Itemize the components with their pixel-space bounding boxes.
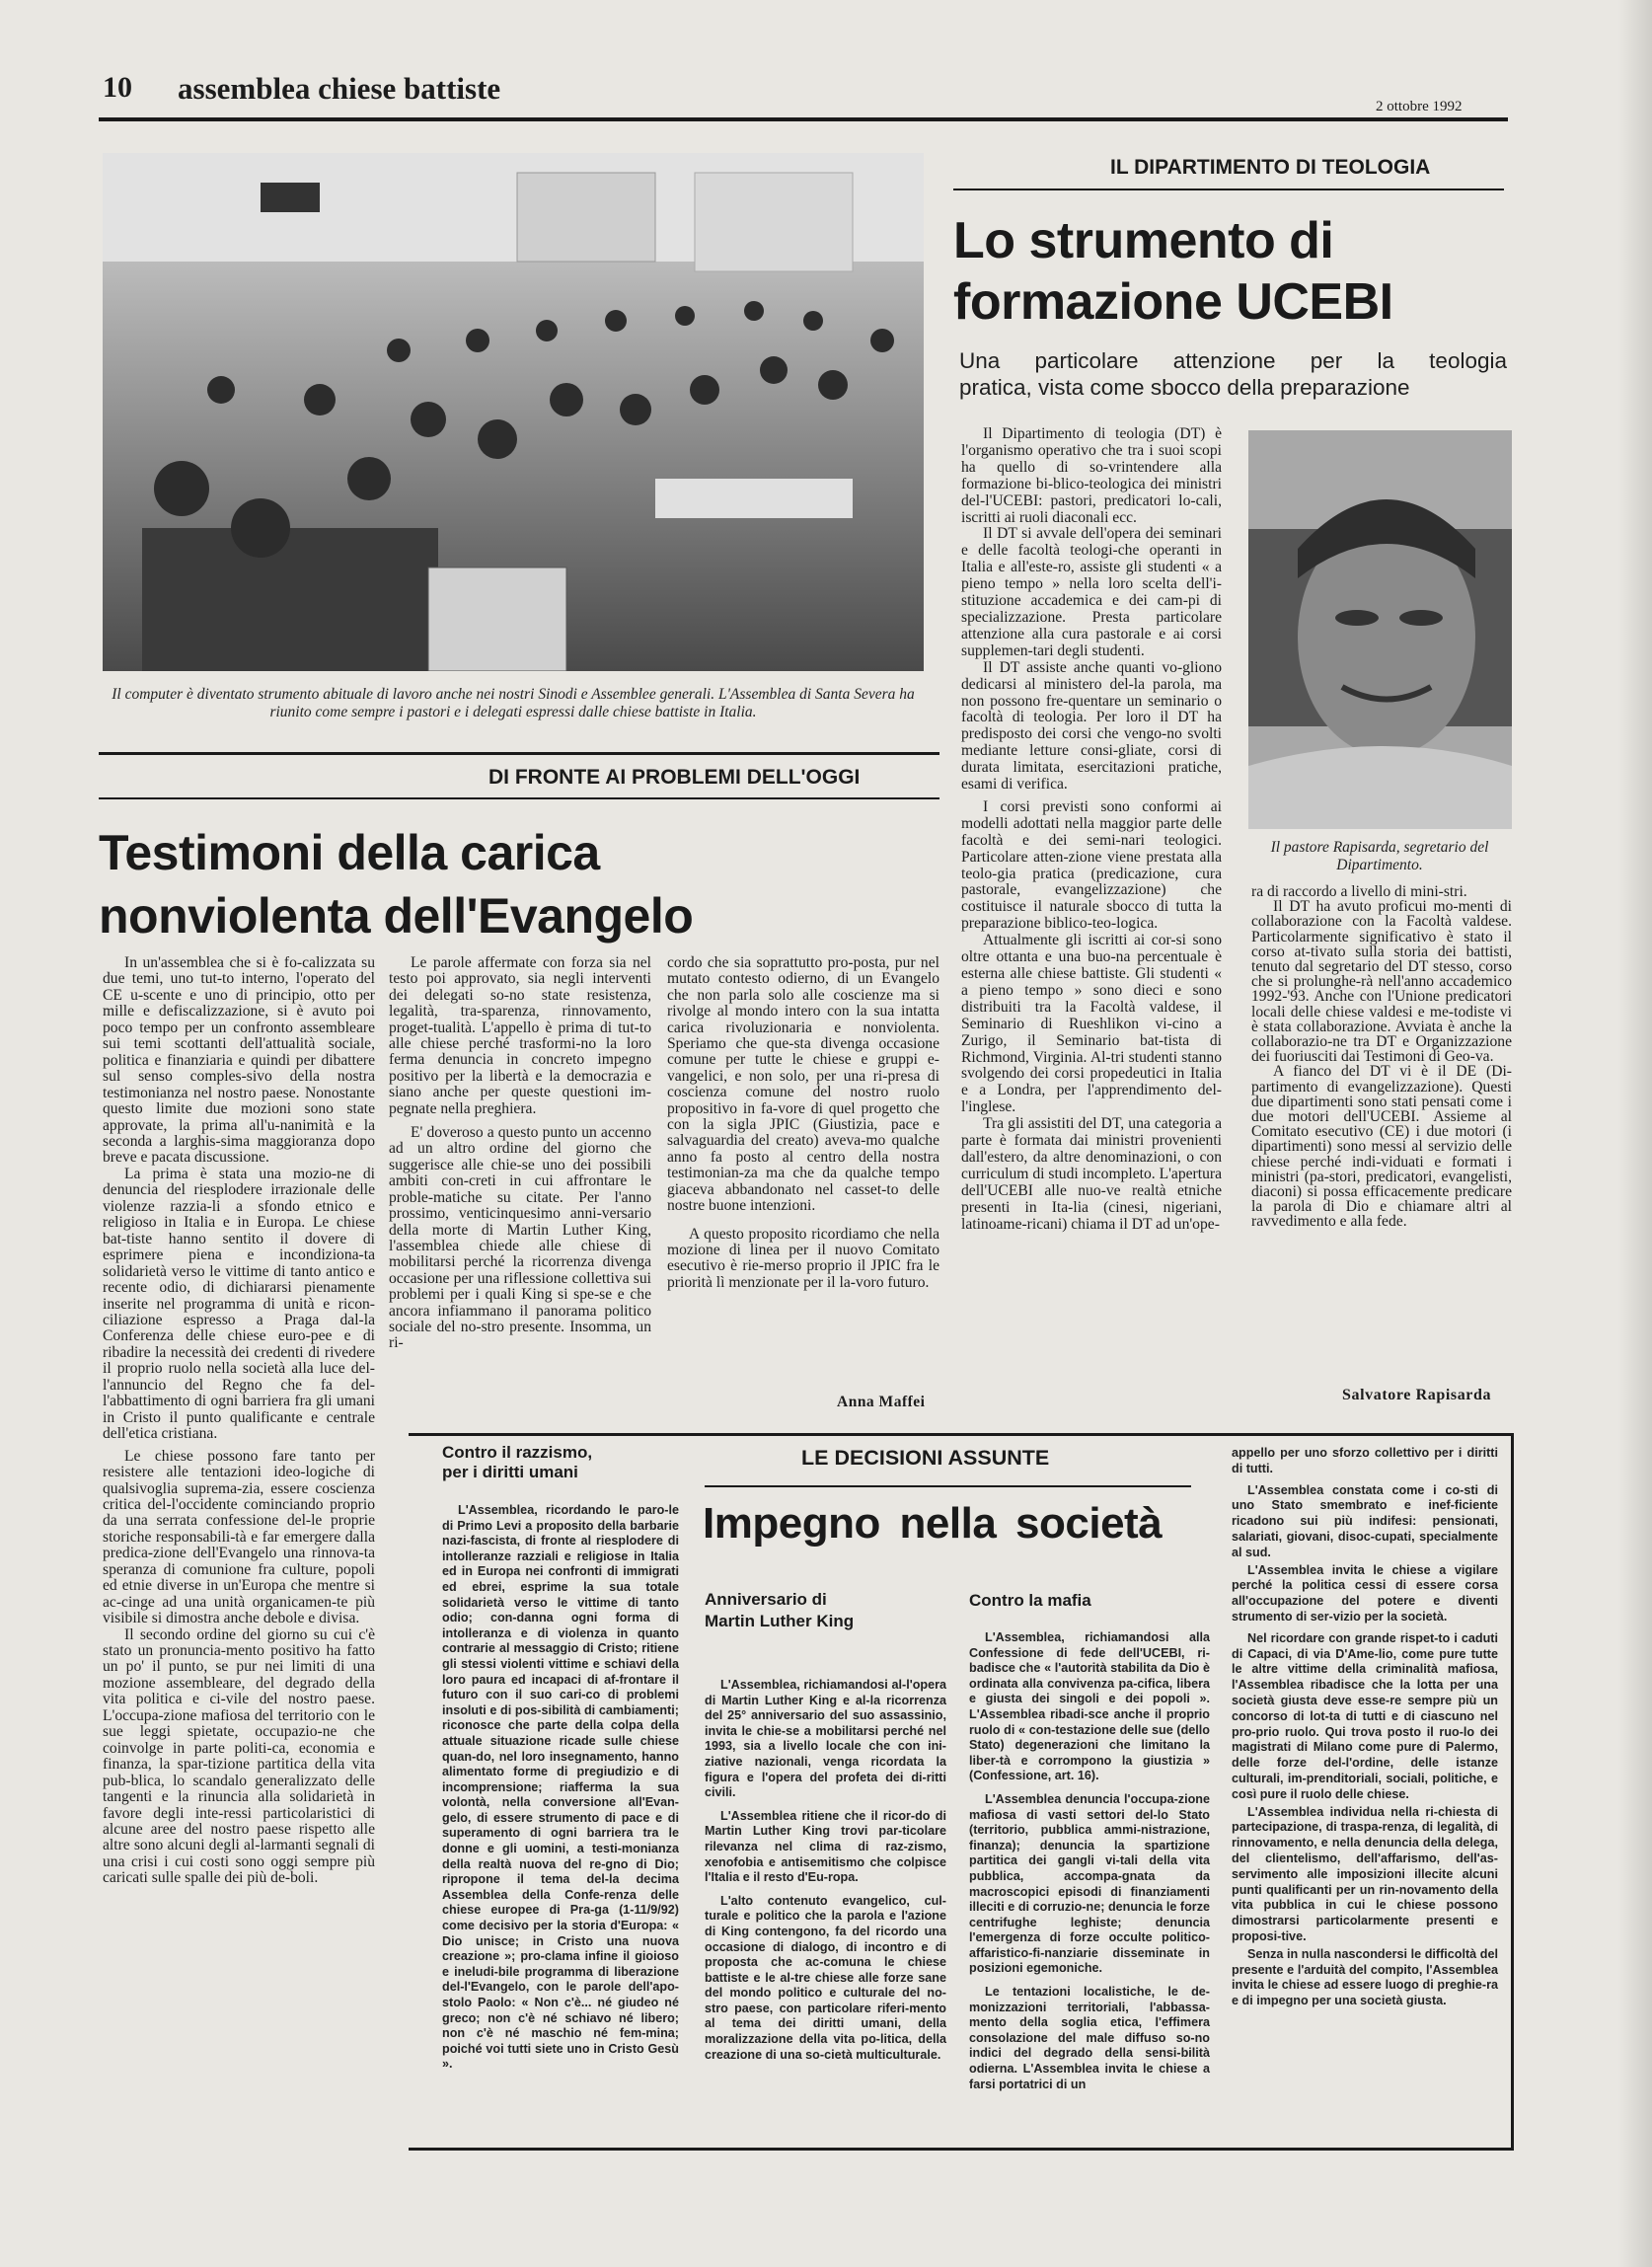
assembly-photo-image — [103, 153, 924, 671]
paragraph: L'Assemblea, richiamandosi al-l'opera di Martin Luther King e al-la ricorrenza del 25° anniversario del suo assassinio, invita le chie-se a mobilitarsi perché nel 1993, sia a livello locale che con ini-ziative nazionali, venga ricordata la figura e l'opera del profeta dei di-ritti civili. — [705, 1678, 946, 1800]
issue-date: 2 ottobre 1992 — [1376, 99, 1463, 114]
box-top-rule — [409, 1433, 1514, 1436]
testimoni-headline-line1: Testimoni della carica — [99, 825, 600, 880]
paragraph: Le chiese possono fare tanto per resistere alle tentazioni ideo-logiche di qualsivoglia suprema-zia, essere coscienza critica del-l'occidente cominciando proprio da una serrata confessione del-le proprie storiche responsabili-tà e far emergere dalla predica-zione dell'Evangelo una rinnova-ta speranza di comunione fra culture, popoli ed etnie diverse in un'Europa che mentre si ac-cinge ad una unità organicamen-te più visibile si dimostra anche debole e divisa. — [103, 1447, 375, 1627]
paragraph: appello per uno sforzo collettivo per i diritti di tutti. — [1232, 1446, 1498, 1475]
razzismo-text — [442, 1503, 679, 2078]
paragraph: In un'assemblea che si è fo-calizzata su due temi, uno tut-to interno, l'operato del CE u-scente e uno di principio, otto per mille e defiscalizzazione, si è avuto poi poco tempo per un confronto assembleare sui temi scottanti dell'attualità sociale, politica e finanziaria e quindi per dibattere sul senso comples-sivo della nostra testimonianza nel nostro paese. Nonostante questo limite due mozioni sono state approvate, la prima all'u-nanimità e la seconda a larghis-sima maggioranza dopo breve e pacata discussione. — [103, 954, 375, 1167]
razzismo-heading-line1: Contro il razzismo, — [442, 1443, 593, 1462]
page-edge-shadow — [1618, 0, 1652, 2267]
paragraph: A questo proposito ricordiamo che nella mozione di linea per il nuovo Comitato esecutivo è rie-merso proprio il JPIC fra le priorità lì menzionate per il la-voro futuro. — [667, 1225, 939, 1291]
paragraph: Attualmente gli iscritti ai cor-si sono oltre ottanta e una buo-na percentuale è esterna alle chiese battiste. Gli studenti « a pieno tempo » sono dieci e sono distribuiti tra la Facoltà valdese, il Seminario di Rueshlikon vi-cino a Zurigo, il Seminario bat-tista di Richmond, Virginia. Al-tri studenti stanno svolgendo dei corsi propedeutici in Italia e a Londra, per l'apprendimento del-l'inglese. — [961, 932, 1222, 1116]
decisioni-right-column — [1232, 1446, 1498, 2015]
paragraph: Il DT ha avuto proficui mo-menti di collaborazione con la Facoltà valdese. Particolarmente significativo è stato il corso at-tivato sulla storia dei battisti, tenuto dal segretario del DT stesso, corso che si prolunghe-rà nell'anno accademico 1992-'93. Anche con l'Unione predicatori locali delle chiese valdesi e me-todiste vi è stata collaborazione. Avviata è anche la collaborazio-ne tra DT e Organizzazione dei fuoriusciti dai Testimoni di Geo-va. — [1251, 898, 1512, 1066]
king-text — [705, 1678, 946, 2069]
portrait-photo-image — [1248, 430, 1512, 829]
dt-column-2 — [1251, 884, 1512, 1230]
paragraph: Il DT si avvale dell'opera dei seminari e delle facoltà teologi-che operanti in Italia e all'este-ro, assiste gli studenti « a pieno tempo » nella loro scelta dell'i-stituzione accademica e dei cam-pi di specializzazione. Presta particolare attenzione alla cura pastorale e ai corsi supplemen-tari degli studenti. — [961, 525, 1222, 659]
testimoni-kicker: DI FRONTE AI PROBLEMI DELL'OGGI — [488, 766, 861, 789]
testimoni-author: Anna Maffei — [837, 1394, 926, 1410]
dt-subtitle — [959, 347, 1507, 401]
paragraph: I corsi previsti sono conformi ai modelli adottati nella maggior parte delle facoltà e dei semi-nari teologici. Particolare atten-zione viene prestata alla teolo-gia pratica (predicazione, cura pastorale, evangelizzazione) che costituisce il naturale sbocco di tutta la preparazione biblico-teo-logica. — [961, 797, 1222, 933]
masthead-rule — [99, 117, 1508, 121]
dt-subtitle-line1: Una particolare attenzione per la teologia — [959, 348, 1507, 373]
mafia-text — [969, 1630, 1210, 2098]
paragraph: A fianco del DT vi è il DE (Di-partimento di evangelizzazione). Questi due dipartimenti sono stati pensati come i due motori dell'UCEBI. Assieme al Comitato esecutivo (CE) i due motori (i dipartimenti) sono messi al servizio delle chiese perché indi-viduati e formati i ministri (pa-stori, predicatori, evangelisti, diaconi) si possa efficacemente predicare la parola di Dio e chiamare altri al ravvedimento e alla fede. — [1251, 1063, 1512, 1231]
testimoni-headline — [99, 821, 693, 947]
paragraph: L'Assemblea invita le chiese a vigilare perché la politica cessi di essere corsa all'occupazione del potere e diventi strumento di ser-vizio per la società. — [1232, 1562, 1498, 1624]
paragraph: Le parole affermate con forza sia nel testo poi approvato, sia negli interventi dei delegati so-no state resistenza, legalità, tra-sparenza, rinnovamento, proget-tualità. L'appello è prima di tut-to alle chiese perché trasformi-no la loro ferma denuncia in concreto impegno positivo per la libertà e la democrazia e siano anche per queste questioni im-pegnate nella preghiera. — [389, 954, 651, 1117]
portrait-photo — [1248, 430, 1512, 829]
paragraph: Il DT assiste anche quanti vo-gliono dedicarsi al ministero del-la parola, ma non possono fre-quentare un seminario o facoltà di teologia. Per loro il DT ha predisposto dei corsi che vengo-no svolti mediante letture consi-gliate, corsi di durata limitata, esercitazioni pratiche, esami di verifica. — [961, 658, 1222, 793]
paragraph: La prima è stata una mozio-ne di denuncia del riesplodere irrazionale delle violenze razzia-li a sfondo etnico e religioso in Italia e in Europa. Le chiese bat-tiste hanno sentito il dovere di esprimere piena e incondiziona-ta solidarietà verso le vittime di tanto antico e recente odio, di dichiararsi pienamente inserite nel programma di unità e ricon-ciliazione espresso a Praga dal-la Conferenza delle chiese euro-pee e di ribadire la necessità dei credenti di rivedere il proprio ruolo nella società alla luce del-l'annuncio del Regno che fa del-l'abbattimento di ogni barriera fra gli umani in Cristo il punto qualificante e centrale dell'etica cristiana. — [103, 1165, 375, 1443]
paragraph: Tra gli assistiti del DT, una categoria a parte è formata dai ministri provenienti dall'estero, da altre denominazioni, o con curriculum di studi incompleto. L'apertura dell'UCEBI alle nuo-ve realtà etniche presenti in Ita-lia (cinesi, nigeriani, latinoame-ricani) chiama il DT ad un'ope- — [961, 1115, 1222, 1233]
paragraph: L'Assemblea ritiene che il ricor-do di Martin Luther King trovi par-ticolare rilevanza nel clima di raz-zismo, xenofobia e antisemitismo che colpisce l'Italia e il resto d'Eu-ropa. — [705, 1808, 946, 1885]
assembly-photo-caption: Il computer è diventato strumento abituale di lavoro anche nei nostri Sinodi e Assemblee generali. L'Assemblea di Santa Severa ha riunito come sempre i pastori e i delegati espressi dalle chiese battiste in Italia. — [112, 686, 915, 720]
box-right-rule — [1511, 1433, 1514, 2151]
testimoni-headline-line2: nonviolenta dell'Evangelo — [99, 888, 694, 944]
razzismo-heading-line2: per i diritti umani — [442, 1463, 578, 1481]
paragraph: L'alto contenuto evangelico, cul-turale e politico che la parola e l'azione di King contengono, fa del ricordo una occasione di dialogo, di incontro e di proposta che ac-comuna le chiese battiste e le al-tre chiese alle forze sane del mondo politico e culturale del no-stro paese, con particolare riferi-mento al tema dei diritti umani, della moralizzazione della vita po-litica, della creazione di una so-cietà multiculturale. — [705, 1893, 946, 2062]
paragraph: L'Assemblea constata come i co-sti di uno Stato smembrato e inef-ficiente ricadono sui più indifesi: pensionati, salariati, giovani, disoc-cupati, specialmente al sud. — [1232, 1482, 1498, 1559]
page-number: 10 — [103, 71, 132, 104]
decisioni-kicker-rule — [705, 1485, 1191, 1487]
assembly-photo — [103, 153, 924, 671]
paragraph: L'Assemblea denuncia l'occupa-zione mafiosa di vasti settori del-lo Stato (territorio, pubblica ammi-nistrazione, finanza); denuncia la spartizione partitica dei gangli vi-tali della vita pubblica, accompa-gnata da macroscopici episodi di finanziamenti illeciti e di corruzio-ne; denuncia le forze centrifughe leghiste; denuncia l'emergenza di forze occulte politico-affaristico-fi-nanziarie disseminate in posizioni egemoniche. — [969, 1791, 1210, 1976]
portrait-caption: Il pastore Rapisarda, segretario del Dipartimento. — [1270, 839, 1489, 873]
king-heading-line2: Martin Luther King — [705, 1612, 855, 1630]
decisioni-headline: Impegno nella società — [703, 1499, 1163, 1548]
paragraph: cordo che sia soprattutto pro-posta, pur nel mutato contesto odierno, di un Evangelo che non parla solo alle coscienze ma si rivolge al mondo intero con la sua intatta carica rivoluzionaria e nonviolenta. Speriamo che que-sta divenga occasione comune per tutte le chiese e gruppi e-vangelici, e non solo, per una ri-presa di coscienza comune del nostro ruolo propositivo in fa-vore di quel progetto che con la sigla JPIC (Giustizia, pace e salvaguardia del creato) aveva-mo qualche anno fa posto al centro della nostra testimonian-za ma che da qualche tempo giaceva abbandonato nel casset-to delle nostre buone intenzioni. — [667, 954, 939, 1215]
decisioni-kicker: LE DECISIONI ASSUNTE — [801, 1446, 1050, 1470]
king-heading — [705, 1589, 854, 1632]
box-bottom-rule — [409, 2148, 1514, 2151]
paragraph: L'Assemblea individua nella ri-chiesta di partecipazione, di traspa-renza, di legalità, di rinnovamento, e nella denuncia della delega, del clientelismo, dell'affarismo, dell'as-servimento alle imposizioni illecite alcuni punti qualificanti per un rin-novamento della vita pubblica in cui le chiese possono dimostrarsi particolarmente presenti e proposi-tive. — [1232, 1804, 1498, 1943]
king-heading-line1: Anniversario di — [705, 1590, 827, 1609]
paragraph: L'Assemblea, richiamandosi alla Confessione di fede dell'UCEBI, ri-badisce che « l'autorità stabilita da Dio è ordinata alla convivenza pa-cifica, libera e giusta dei singoli e dei popoli ». L'Assemblea ribadi-sce anche il proprio ruolo di « con-testazione delle sue (dello Stato) degenerazioni che limitano la liber-tà e corrompono la giustizia » (Confessione, art. 16). — [969, 1630, 1210, 1783]
dt-author: Salvatore Rapisarda — [1342, 1387, 1492, 1403]
caption-rule — [99, 752, 939, 755]
testimoni-column-3 — [667, 955, 939, 1291]
dt-column-1 — [961, 426, 1222, 1413]
dt-headline — [953, 210, 1393, 333]
paragraph: E' doveroso a questo punto un accenno ad un altro ordine del giorno che suggerisce alle chie-se uno dei possibili ambiti con-creti in cui affrontare le proble-matiche su citate. Per l'anno prossimo, venticinquesimo anni-versario della morte di Martin Luther King, l'assemblea chiede alle chiese di mobilitarsi perché la ricorrenza divenga occasione per una riflessione collettiva sui problemi per i quali King si spe-se e che ancora infiammano il panorama politico sociale del no-stro presente. Insomma, un ri- — [389, 1124, 651, 1352]
razzismo-heading — [442, 1443, 592, 1482]
paragraph: Le tentazioni localistiche, le de-monizzazioni territoriali, l'abbassa-mento della soglia etica, l'effimera consolazione del male diffuso so-no indici del degrado della sensi-bilità odierna. L'Assemblea invita le chiese a farsi portatrici di un — [969, 1985, 1210, 2091]
dt-kicker: IL DIPARTIMENTO DI TEOLOGIA — [1110, 156, 1431, 179]
testimoni-column-1 — [103, 955, 375, 1887]
dt-subtitle-line2: pratica, vista come sbocco della preparazione — [959, 375, 1410, 400]
publication-title: assemblea chiese battiste — [178, 71, 501, 106]
testimoni-kicker-rule — [99, 797, 939, 799]
mafia-heading: Contro la mafia — [969, 1591, 1091, 1610]
paragraph: L'Assemblea, ricordando le paro-le di Primo Levi a proposito della barbarie nazi-fascista, di fronte al riesplodere di intolleranze razziali e religiose in Italia ed in Europa nei confronti di immigrati ed ebrei, esprime la sua totale solidarietà verso le vittime di tanto odio; con-danna ogni forma di intolleranza e di violenza in quanto contrarie al messaggio di Cristo; ritiene gli stessi violenti vittime e schiavi della loro paura ed incapaci di af-frontare il futuro con il suo cari-co di problemi insoluti e di pos-sibilità di cambiamenti; riconosce che parte della colpa della attuale situazione ricade sulle chiese quan-do, nel loro insegnamento, hanno alimentato forme di pregiudizio e di incomprensione; riafferma la sua volontà, nella conversione all'Evan-gelo, di essere strumento di pace e di superamento di ogni barriera tra le donne e gli uomini, a testi-monianza della realtà nuova del re-gno di Dio; ripropone il tema del-la decima Assemblea della Confe-renza delle chiese europee di Pra-ga (1-11/9/92) come decisivo per la storia d'Europa: « Dio unisce; in Cristo una nuova creazione »; pro-clama infine il gioioso e ineludi-bile programma di liberazione del-l'Evangelo, con le parole dell'apo-stolo Paolo: « Non c'è... né giudeo né greco; non c'è né schiavo né libero; non c'è né maschio né fem-mina; poiché voi tutti siete uno in Cristo Gesù ». — [442, 1503, 679, 2072]
dt-kicker-rule — [953, 189, 1504, 190]
paragraph: Il Dipartimento di teologia (DT) è l'organismo operativo che tra i suoi scopi ha quello di so-vrintendere alla formazione bi-blico-teologica dei ministri del-l'UCEBI: pastori, predicatori lo-cali, iscritti ai ruoli diaconali ecc. — [961, 426, 1222, 526]
paragraph: Il secondo ordine del giorno su cui c'è stato un pronuncia-mento positivo ha fatto un po' il punto, se pur nei limiti di una mozione assembleare, del degrado della vita politica e ci-vile del nostro paese. L'occupa-zione mafiosa del territorio con le sue leggi spietate, occupazio-ne che coinvolge in parte politi-ca, economia e finanza, la spar-tizione partitica della vita pub-blica, lo scandalo generalizzato delle tangenti e la rinuncia alla solidarietà in favore degli inte-ressi particolaristici di alcune aree del nostro paese rispetto alle altre sono alcuni degli al-larmanti segnali di una crisi i cui costi sono oggi sempre più caricati sulle spalle dei più de-boli. — [103, 1625, 375, 1887]
testimoni-column-2 — [389, 955, 651, 1352]
dt-headline-line2: formazione UCEBI — [953, 273, 1393, 331]
paragraph: Nel ricordare con grande rispet-to i caduti di Capaci, di via D'Ame-lio, come pure tutte le altre vittime della criminalità mafiosa, l'Assemblea ribadisce che la lotta per una società giusta deve esse-re sempre più un concorso di lot-ta di tutti e di ciascuno nel pro-prio ruolo. Qui trova posto il ruo-lo dei magistrati di Milano come pure di Palermo, delle forze del-l'ordine, delle istanze culturali, im-prenditoriali, sociali, politiche, e così pure il ruolo delle chiese. — [1232, 1630, 1498, 1801]
paragraph: ra di raccordo a livello di mini-stri. — [1251, 883, 1467, 900]
dt-headline-line1: Lo strumento di — [953, 212, 1334, 269]
paragraph: Senza in nulla nascondersi le difficoltà del presente e l'arduità del compito, l'Assemblea invita le chiese ad essere luogo di preghie-ra e di impegno per una società giusta. — [1232, 1946, 1498, 2008]
